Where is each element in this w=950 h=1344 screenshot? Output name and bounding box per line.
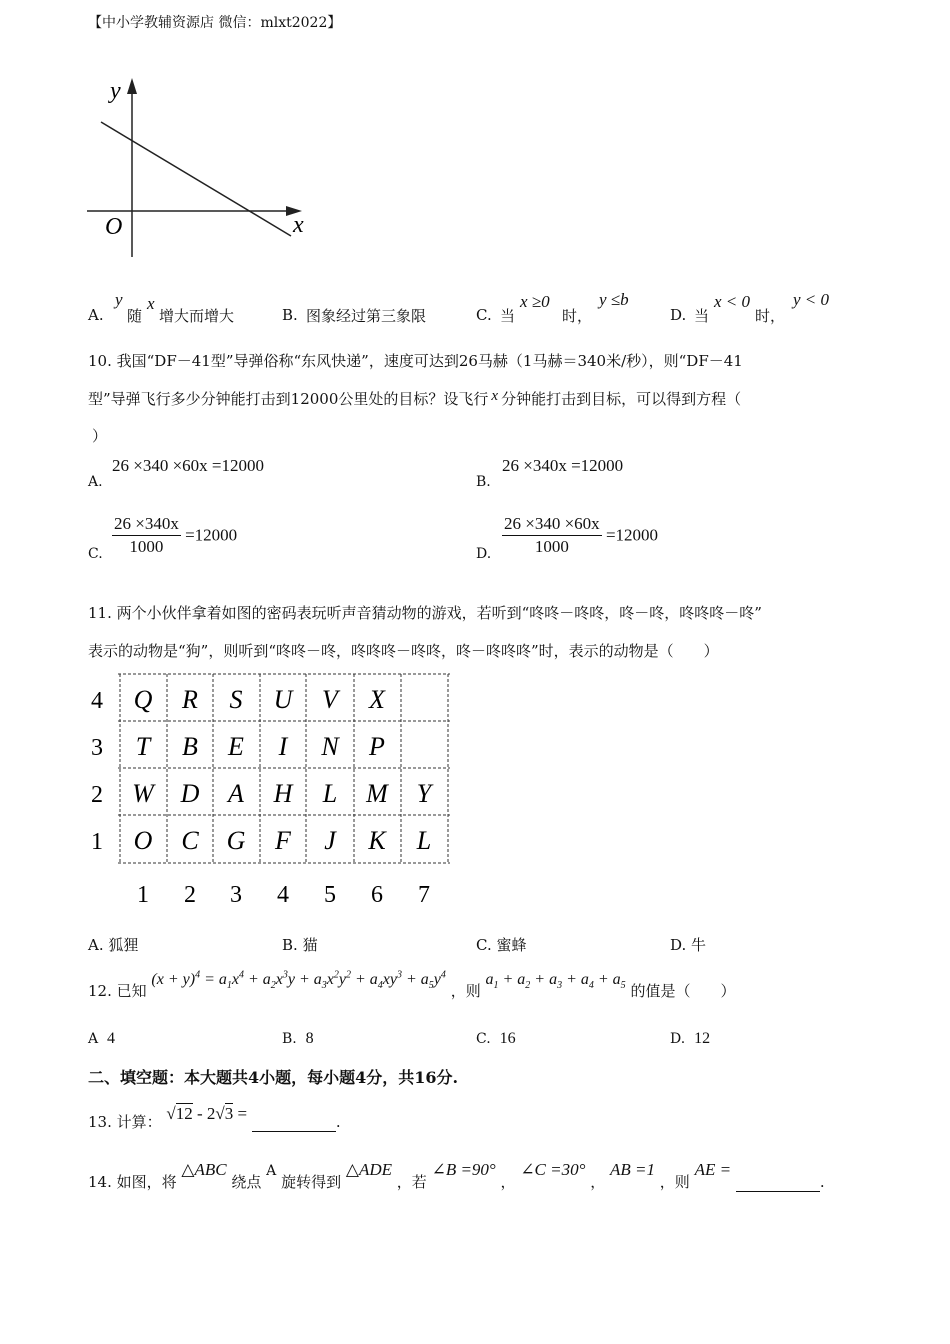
x-axis-label: x bbox=[293, 212, 304, 238]
cipher-cell: Q bbox=[133, 685, 153, 714]
col-label: 5 bbox=[324, 882, 336, 908]
q13-answer-blank[interactable] bbox=[252, 1113, 336, 1132]
triangle-ade: △ADE bbox=[345, 1160, 392, 1179]
q10-option-d-letter: D. bbox=[476, 546, 492, 562]
cipher-cell: S bbox=[229, 685, 243, 714]
q10-text-line3: ） bbox=[92, 427, 108, 445]
cipher-cell: W bbox=[132, 779, 154, 808]
cipher-cell: N bbox=[321, 732, 339, 761]
cipher-cell: V bbox=[322, 685, 338, 714]
cipher-table bbox=[85, 668, 460, 913]
page-header: 【中小学教辅资源店 微信：mlxt2022】 bbox=[88, 15, 342, 31]
q10-text-line2: 型”导弹飞行多少分钟能打击到12000公里处的目标？设飞行 x 分钟能打击到目标，可以得到方程（ bbox=[88, 388, 742, 408]
cipher-cell: H bbox=[273, 779, 293, 808]
q10-option-c-letter: C. bbox=[88, 546, 103, 562]
cipher-cell: O bbox=[133, 826, 153, 855]
row-label: 1 bbox=[91, 829, 103, 855]
q10-option-a-expr: 26 ×340 ×60x =12000 bbox=[112, 456, 265, 475]
q10-option-a-letter: A. bbox=[88, 474, 103, 490]
q10-option-c-fraction: $\frac{26 \times 340x}{1000}$ =12000 bbox=[114, 514, 238, 556]
triangle-abc: △ABC bbox=[181, 1160, 227, 1179]
line-graph bbox=[85, 72, 325, 267]
row-label: 4 bbox=[91, 688, 103, 714]
q12-option-c: C. 16 bbox=[476, 1030, 516, 1047]
function-line bbox=[101, 122, 291, 236]
cipher-cell: I bbox=[278, 732, 288, 761]
q11-option-b: B. 猫 bbox=[282, 936, 318, 954]
cipher-cell: R bbox=[182, 685, 198, 714]
q10-option-b-expr: 26 ×340x =12000 bbox=[502, 456, 624, 475]
cipher-cell: A bbox=[228, 779, 244, 808]
cipher-cell: D bbox=[180, 779, 200, 808]
col-label: 6 bbox=[371, 882, 383, 908]
q10-text-line1: 10. 我国“DF－41型”导弹俗称“东风快递”，速度可达到26马赫（1马赫＝340米/秒），则“DF－41 bbox=[88, 352, 743, 370]
cipher-cell: T bbox=[135, 732, 151, 761]
cipher-cell: C bbox=[181, 826, 199, 855]
cipher-cell: X bbox=[369, 685, 385, 714]
col-label: 1 bbox=[137, 882, 149, 908]
row-label: 3 bbox=[91, 735, 103, 761]
q12-option-b: B. 8 bbox=[282, 1030, 314, 1047]
y-axis-arrow bbox=[127, 78, 137, 94]
q12-sum: $a_1 + a_2 + a_3 + a_4 + a_5$ bbox=[485, 971, 626, 992]
q11-option-d: D. 牛 bbox=[670, 936, 707, 954]
col-label: 7 bbox=[418, 882, 430, 908]
cipher-cell: K bbox=[368, 826, 386, 855]
col-label: 2 bbox=[184, 882, 196, 908]
q11-option-c: C. 蜜蜂 bbox=[476, 936, 527, 954]
cipher-cell: L bbox=[322, 779, 338, 808]
q13-expression: √12 - 2√3 = bbox=[166, 1104, 248, 1123]
cipher-cell: L bbox=[416, 826, 432, 855]
cipher-cell: F bbox=[275, 826, 291, 855]
q10-option-b-letter: B. bbox=[476, 474, 491, 490]
origin-label: O bbox=[105, 214, 123, 240]
q13-question: 13. 计算： √12 - 2√3 = . bbox=[88, 1104, 341, 1131]
q12-option-d: D. 12 bbox=[670, 1030, 711, 1047]
y-axis-label: y bbox=[110, 78, 121, 104]
q11-text-line1: 11. 两个小伙伴拿着如图的密码表玩听声音猜动物的游戏，若听到“咚咚－咚咚，咚－咚，咚咚咚－咚” bbox=[88, 604, 762, 622]
q12-expansion: $(x + y)^4 = a_1x^4 + a_2x^3y + a_3x^2y^2 + a_4xy^3 + a_5y^4$ bbox=[151, 970, 446, 992]
cipher-cell: Y bbox=[416, 779, 432, 808]
q12-option-a: A 4 bbox=[88, 1030, 116, 1047]
q11-option-a: A. 狐狸 bbox=[88, 936, 139, 954]
cipher-cell: P bbox=[369, 732, 385, 761]
cipher-cell: G bbox=[226, 826, 246, 855]
q14-question: 14. 如图，将 △ABC 绕点 A 旋转得到 △ADE ，若 ∠B =90° ， ∠C =30° ， AB =1 ，则 AE = . bbox=[88, 1160, 825, 1191]
col-label: 3 bbox=[230, 882, 242, 908]
cipher-cell: U bbox=[273, 685, 293, 714]
row-label: 2 bbox=[91, 782, 103, 808]
q14-answer-blank[interactable] bbox=[736, 1173, 820, 1192]
cipher-cell: J bbox=[324, 826, 336, 855]
cipher-cell: M bbox=[366, 779, 388, 808]
cipher-cell: B bbox=[182, 732, 198, 761]
q10-option-d-fraction: $\frac{26 \times 340 \times 60x}{1000}$ =12000 bbox=[504, 514, 659, 556]
col-label: 4 bbox=[277, 882, 289, 908]
q11-text-line2: 表示的动物是“狗”，则听到“咚咚－咚，咚咚咚－咚咚，咚－咚咚咚”时，表示的动物是（ ） bbox=[88, 642, 719, 660]
cipher-cell: E bbox=[228, 732, 244, 761]
section-heading: 二、填空题：本大题共4小题，每小题4分，共16分. bbox=[88, 1068, 459, 1087]
q12-question: 12. 已知 $(x + y)^4 = a_1x^4 + a_2x^3y + a_3x^2y^2 + a_4xy^3 + a_5y^4$ ，则 $a_1 + a_2 + a_3 + a_4 + a_5$ 的值是（ ） bbox=[88, 970, 736, 1001]
